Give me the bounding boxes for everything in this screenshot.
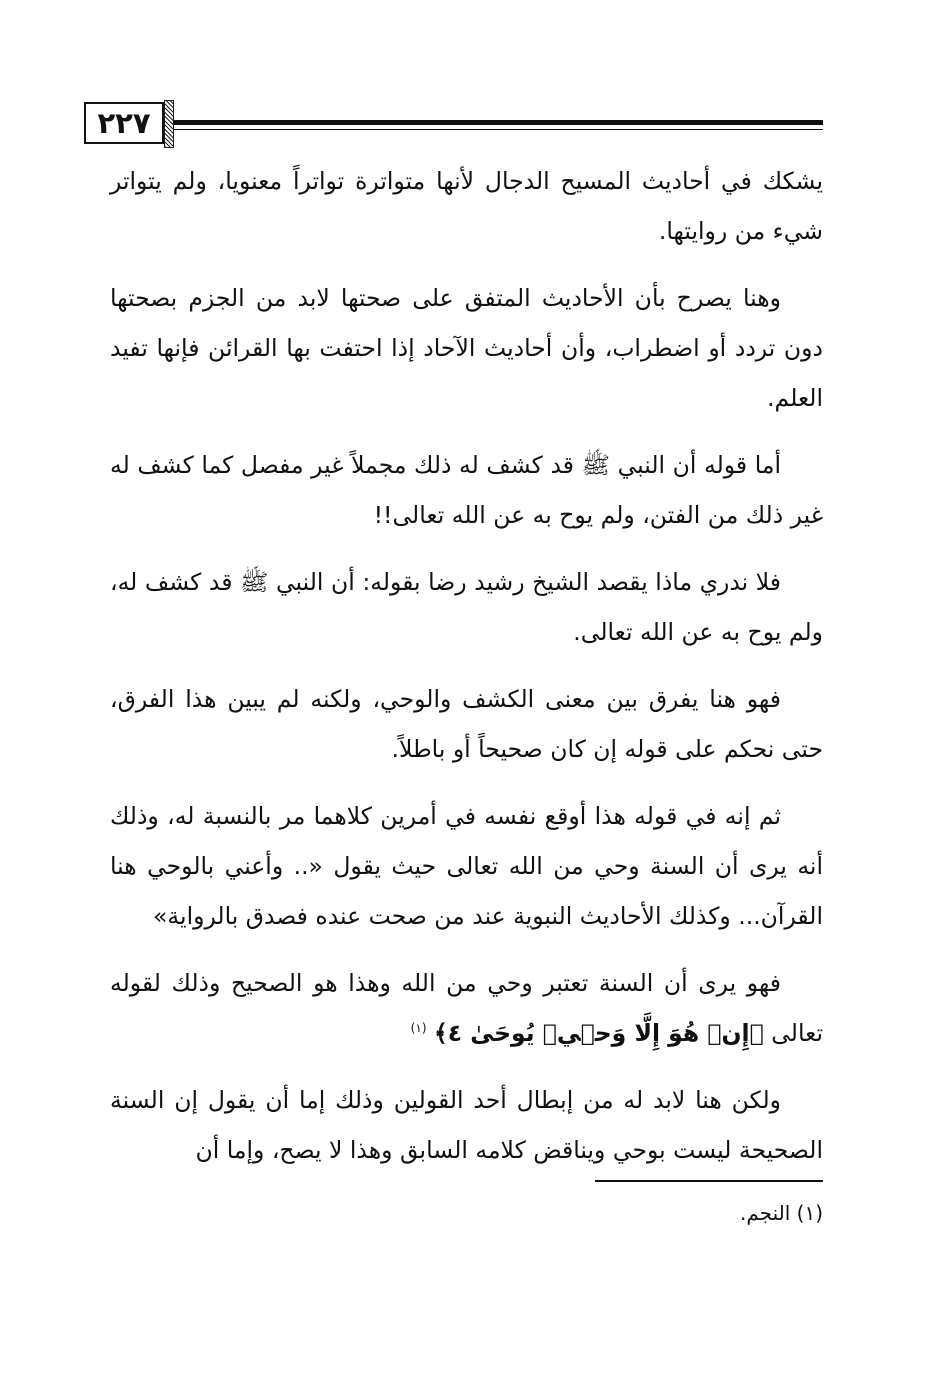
paragraph-1: يشكك في أحاديث المسيح الدجال لأنها متواترة تواتراً معنويا، ولم يتواتر شيء من روايتها. bbox=[110, 167, 823, 245]
page-number: ٢٢٧ bbox=[84, 102, 164, 144]
paragraph-4: فلا ندري ماذا يقصد الشيخ رشيد رضا بقوله: أن النبي ﷺ قد كشف له، ولم يوح به عن الله تعالى. bbox=[110, 568, 823, 646]
paragraph-2: وهنا يصرح بأن الأحاديث المتفق على صحتها لابد من الجزم بصحتها دون تردد أو اضطراب، وأن أحاديث الآحاد إذا احتفت بها القرائن فإنها تفيد العلم. bbox=[110, 284, 823, 412]
quran-verse: ﴿إِنۡ هُوَ إِلَّا وَحۡيٞ يُوحَىٰ ٤﴾ bbox=[433, 1019, 764, 1047]
header-ornament bbox=[164, 100, 174, 148]
page-header bbox=[80, 100, 823, 150]
footnote-divider bbox=[595, 1180, 823, 1182]
header-rule-thick bbox=[174, 120, 823, 125]
footnote-reference: (١) bbox=[410, 1021, 427, 1036]
footnote: (١) النجم. bbox=[740, 1201, 823, 1225]
paragraph-6: ثم إنه في قوله هذا أوقع نفسه في أمرين كلاهما مر بالنسبة له، وذلك أنه يرى أن السنة وحي من الله تعالى حيث يقول «.. وأعني بالوحي هنا القرآن... وكذلك الأحاديث النبوية عند من صحت عنده فصدق بالرواية» bbox=[110, 802, 823, 930]
paragraph-last: ولكن هنا لابد له من إبطال أحد القولين وذلك إما أن يقول إن السنة الصحيحة ليست بوحي ويناقض كلامه السابق وهذا لا يصح، وإما أن bbox=[110, 1086, 823, 1164]
header-rule-thin bbox=[174, 129, 823, 130]
paragraph-5: فهو هنا يفرق بين معنى الكشف والوحي، ولكنه لم يبين هذا الفرق، حتى نحكم على قوله إن كان صحيحاً أو باطلاً. bbox=[110, 685, 823, 763]
paragraph-quran bbox=[110, 958, 823, 1058]
paragraph-3: أما قوله أن النبي ﷺ قد كشف له ذلك مجملاً غير مفصل كما كشف له غير ذلك من الفتن، ولم يوح به عن الله تعالى!! bbox=[110, 451, 823, 529]
quran-intro: فهو يرى أن السنة تعتبر وحي من الله وهذا هو الصحيح وذلك لقوله تعالى bbox=[110, 969, 823, 1047]
body-text bbox=[110, 156, 823, 1192]
